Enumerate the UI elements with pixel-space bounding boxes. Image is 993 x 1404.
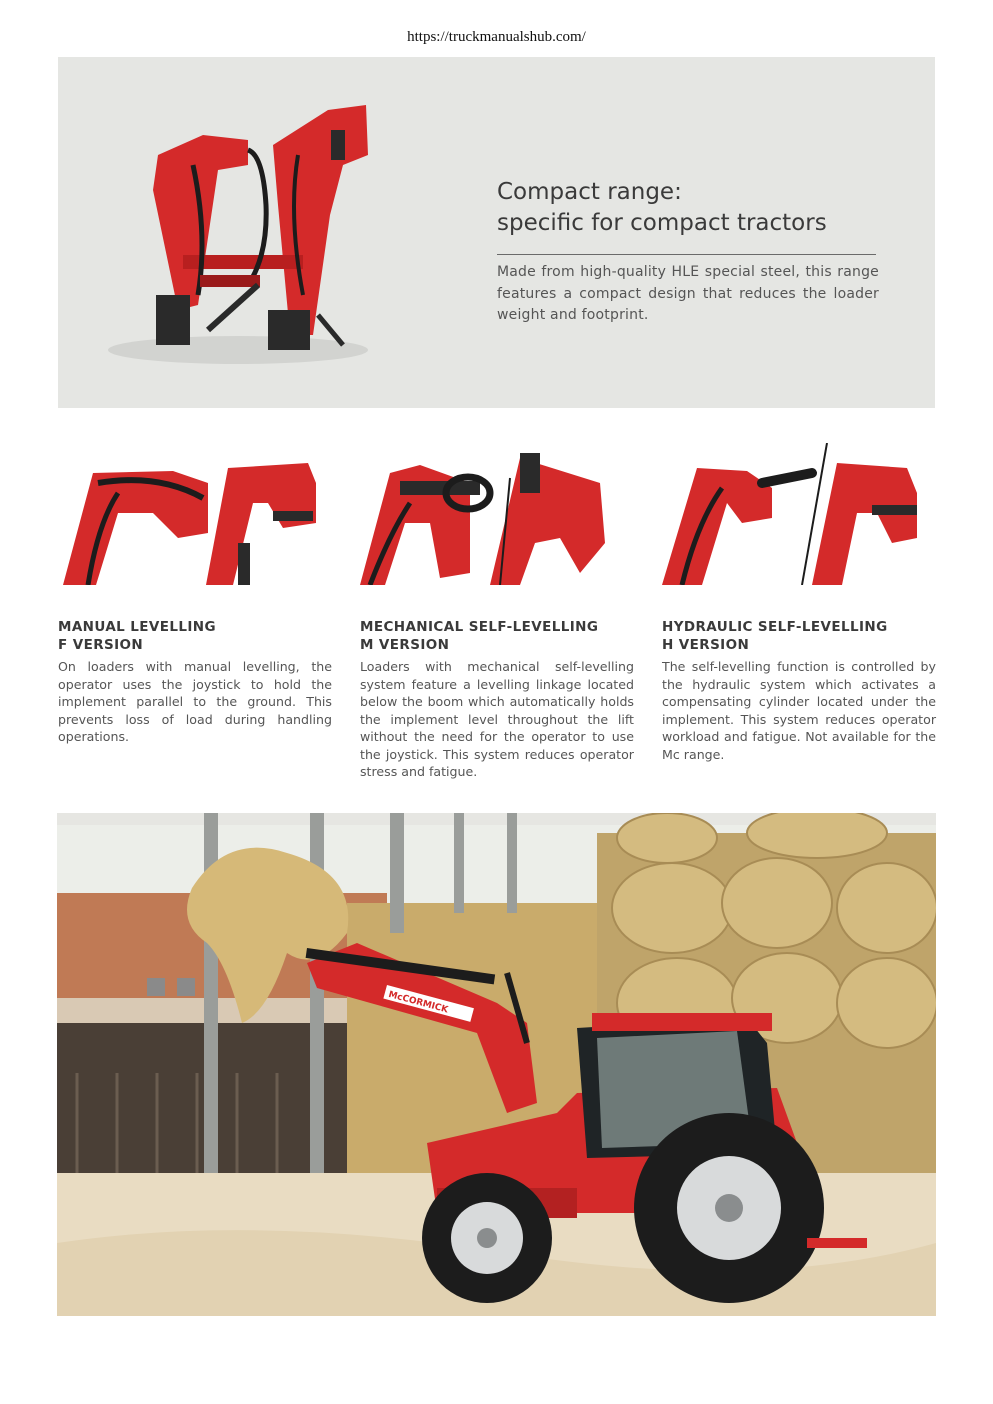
hero-title-line-1: Compact range: (497, 179, 682, 205)
feature-title-line-2: H VERSION (662, 637, 750, 653)
manual-levelling-loader-image (58, 443, 320, 585)
feature-description: Loaders with mechanical self-levelling system feature a levelling linkage located below the boom which automatically holds the implement level throughout the lift without the need for the operator to use the joystick. This system reduces operator stress and fatigue. (360, 659, 634, 779)
feature-hydraulic-self-levelling (662, 443, 936, 763)
source-url[interactable]: https://truckmanualshub.com/ (407, 29, 586, 45)
hero-title-line-2: specific for compact tractors (497, 210, 827, 236)
tractor-with-loader-photo (57, 813, 936, 1316)
feature-manual-levelling (58, 443, 332, 746)
feature-title-line-1: MANUAL LEVELLING (58, 619, 216, 635)
feature-title (662, 618, 936, 654)
feature-title-line-1: MECHANICAL SELF-LEVELLING (360, 619, 599, 635)
feature-title-line-2: M VERSION (360, 637, 450, 653)
feature-title-line-1: HYDRAULIC SELF-LEVELLING (662, 619, 888, 635)
hero-title (497, 177, 897, 239)
hero-description: Made from high-quality HLE special steel, this range features a compact design that reduces the loader weight and footprint. (497, 264, 879, 323)
hero-panel (58, 57, 935, 408)
feature-mechanical-self-levelling (360, 443, 634, 781)
feature-title (58, 618, 332, 654)
feature-title-line-2: F VERSION (58, 637, 144, 653)
mechanical-self-levelling-loader-image (360, 443, 622, 585)
feature-description: On loaders with manual levelling, the operator uses the joystick to hold the implement parallel to the ground. This prevents loss of load during handling operations. (58, 659, 332, 744)
hydraulic-self-levelling-loader-image (662, 443, 924, 585)
front-loader-image (98, 95, 388, 375)
feature-description: The self-levelling function is controlled by the hydraulic system which activates a compensating cylinder located under the implement. This system reduces operator workload and fatigue. Not available for the Mc range. (662, 659, 936, 762)
hero-divider (497, 254, 876, 255)
brand-label: McCORMICK (387, 989, 450, 1016)
feature-title (360, 618, 634, 654)
